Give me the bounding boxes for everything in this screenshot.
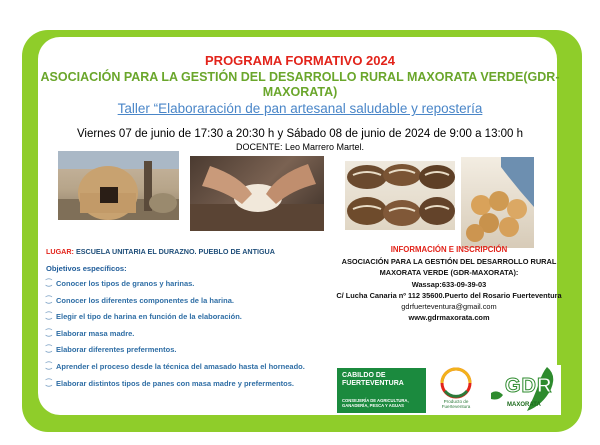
gdr-logo bbox=[487, 365, 561, 415]
bullet-icon: ⁐ bbox=[46, 346, 52, 354]
bullet-icon: ⁐ bbox=[46, 313, 52, 321]
bullet-icon: ⁐ bbox=[46, 329, 52, 337]
gdr-text: GDR bbox=[505, 375, 553, 397]
cabildo-dept: CONSEJERÍA DE AGRICULTURA, GANADERÍA, PESCA Y AGUAS bbox=[342, 398, 409, 408]
info-block bbox=[336, 244, 562, 323]
buns-bag-photo bbox=[461, 157, 534, 248]
producto-text: Producto de Fuerteventura bbox=[441, 399, 471, 409]
producto-emblem-icon bbox=[429, 367, 483, 399]
workshop-dates: Viernes 07 de junio de 17:30 a 20:30 h y Sábado 08 de junio de 2024 de 9:00 a 13:00 h bbox=[76, 128, 524, 140]
info-org: ASOCIACIÓN PARA LA GESTIÓN DEL DESARROLLO RURAL MAXORATA VERDE (GDR-MAXORATA): bbox=[341, 257, 557, 278]
teacher: DOCENTE: Leo Marrero Martel. bbox=[235, 142, 365, 152]
objectives-title: Objetivos específicos: bbox=[46, 264, 127, 273]
list-item: ⁐ Aprender el proceso desde la técnica del amasado hasta el horneado. bbox=[46, 361, 305, 371]
objectives-list bbox=[46, 279, 336, 395]
info-email[interactable]: gdrfuerteventura@gmail.com bbox=[401, 302, 497, 312]
info-web[interactable]: www.gdrmaxorata.com bbox=[408, 313, 490, 323]
list-item: ⁐ Elegir el tipo de harina en función de la elaboración. bbox=[46, 312, 242, 322]
bullet-icon: ⁐ bbox=[46, 296, 52, 304]
info-phone: Wassap:633-09-39-03 bbox=[411, 279, 487, 289]
bullet-icon: ⁐ bbox=[46, 362, 52, 370]
bullet-icon: ⁐ bbox=[46, 280, 52, 287]
cabildo-logo bbox=[337, 368, 426, 413]
workshop-title: Taller “Elaboraración de pan artesanal saludable y repostería bbox=[117, 101, 483, 116]
program-title: PROGRAMA FORMATIVO 2024 bbox=[205, 53, 395, 68]
bread-loaves-photo bbox=[345, 161, 455, 230]
gdr-sub: MAXORATA bbox=[507, 402, 541, 408]
location bbox=[46, 247, 275, 256]
kneading-hands-photo bbox=[190, 156, 324, 231]
info-title: INFORMACIÓN E INSCRIPCIÓN bbox=[390, 245, 508, 254]
list-item: ⁐ Conocer los diferentes componentes de la harina. bbox=[46, 295, 234, 305]
cabildo-name: CABILDO DE FUERTEVENTURA bbox=[342, 372, 404, 387]
association-title: ASOCIACIÓN PARA LA GESTIÓN DEL DESARROLLO RURAL MAXORATA VERDE(GDR-MAXORATA) bbox=[40, 70, 560, 99]
wood-oven-photo bbox=[58, 151, 179, 220]
list-item: ⁐ Elaborar diferentes prefermentos. bbox=[46, 345, 177, 355]
location-value: ESCUELA UNITARIA EL DURAZNO. PUEBLO DE ANTIGUA bbox=[73, 247, 275, 256]
bullet-icon: ⁐ bbox=[46, 379, 52, 387]
list-item: ⁐ Conocer los tipos de granos y harinas. bbox=[46, 279, 195, 288]
producto-logo bbox=[429, 367, 483, 415]
info-address: C/ Lucha Canaria nº 112 35600.Puerto del Rosario Fuerteventura bbox=[336, 290, 562, 300]
location-label: LUGAR: bbox=[46, 247, 74, 256]
list-item: ⁐ Elaborar distintos tipos de panes con masa madre y prefermentos. bbox=[46, 378, 294, 388]
list-item: ⁐ Elaborar masa madre. bbox=[46, 328, 135, 338]
